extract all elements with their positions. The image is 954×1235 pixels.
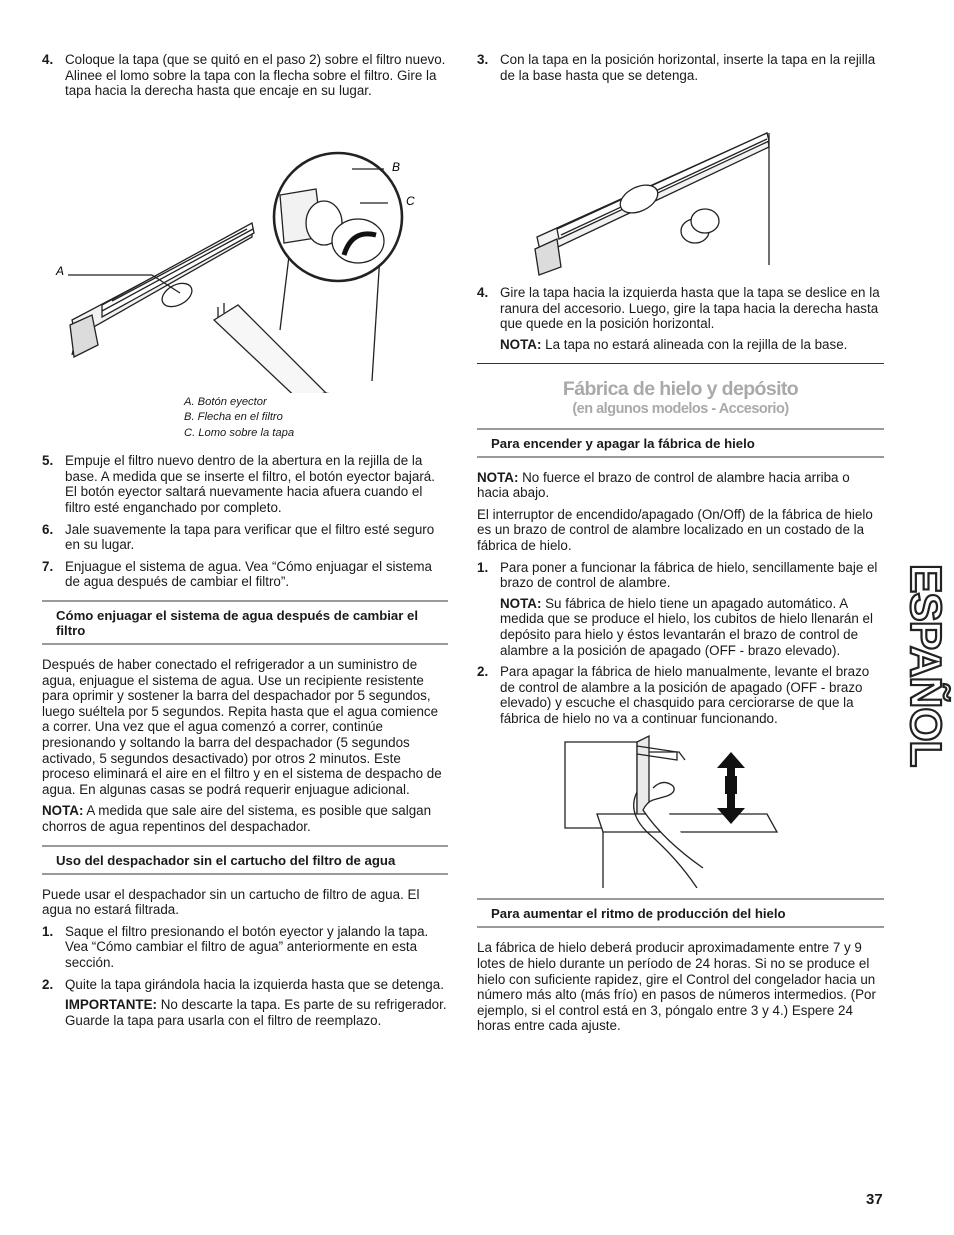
onoff-step-2 — [477, 664, 884, 726]
step-text: Jale suavemente la tapa para verificar que el filtro esté seguro en su lugar. — [65, 521, 435, 553]
step-number: 7. — [42, 558, 54, 574]
step4-note — [500, 337, 884, 353]
note-label: NOTA: — [500, 595, 542, 611]
step-7 — [42, 559, 448, 590]
step-text: Coloque la tapa (que se quitó en el paso 2) sobre el filtro nuevo. Alinee el lomo sobre la tapa con la flecha sobre el filtro. Gire la tapa hacia la derecha hasta que encaje en su lugar. — [65, 52, 446, 99]
espanol-vertical-label — [895, 560, 954, 840]
cap-insert-figure — [477, 89, 884, 285]
figure-caption — [184, 395, 448, 442]
step-number: 2. — [42, 976, 54, 992]
cap-insert-illustration — [477, 89, 884, 285]
step-text: Quite la tapa girándola hacia la izquierda hasta que se detenga. — [65, 976, 444, 992]
step-4-right — [477, 285, 884, 352]
nofilter-step-1 — [42, 924, 448, 971]
nofilter-step-2 — [42, 977, 448, 1029]
caption-c: C. Lomo sobre la tapa — [184, 426, 295, 439]
step-5 — [42, 453, 448, 515]
step-number: 4. — [477, 285, 489, 301]
step-3-right — [477, 52, 884, 83]
step-number: 1. — [42, 923, 54, 939]
page-number: 37 — [866, 1191, 883, 1208]
note-text: No fuerce el brazo de control de alambre hacia arriba o hacia abajo. — [477, 469, 850, 501]
right-column — [477, 52, 884, 1040]
nofilter-text: Puede usar el despachador sin un cartucho de filtro de agua. El agua no estará filtrada. — [42, 886, 420, 918]
note-label: NOTA: — [477, 469, 519, 485]
flush-note — [42, 803, 448, 834]
onoff-heading: Para encender y apagar la fábrica de hielo — [477, 428, 884, 458]
important-note — [65, 997, 448, 1028]
onoff-note — [477, 470, 884, 501]
step-number: 5. — [42, 453, 54, 469]
left-column — [42, 52, 448, 1034]
onoff-text: El interruptor de encendido/apagado (On/Off) de la fábrica de hielo es un brazo de control de alambre localizado en un costado de la fábrica de hielo. — [477, 506, 873, 553]
step-text: Enjuague el sistema de agua. Vea “Cómo enjuagar el sistema de agua después de cambiar el filtro”. — [65, 558, 432, 590]
nofilter-heading: Uso del despachador sin el cartucho del filtro de agua — [42, 845, 448, 875]
filter-install-figure — [42, 105, 448, 393]
onoff-step1-note — [500, 596, 884, 658]
language-side-tab — [895, 560, 954, 840]
note-text: Su fábrica de hielo tiene un apagado automático. A medida que se produce el hielo, los cubitos de hielo llenarán el depósito para hielo y éstos levantarán el brazo de control de alambre a la posición de apagado (OFF - brazo elevado). — [500, 595, 873, 658]
icemaker-illustration — [477, 732, 884, 888]
step-number: 1. — [477, 559, 489, 575]
step-number: 6. — [42, 521, 54, 537]
label-c: C — [406, 193, 415, 208]
step-text: Gire la tapa hacia la izquierda hasta que la tapa se deslice en la ranura del accesorio. Luego, gire la tapa hacia la derecha hasta que quede en la posición horizontal. — [500, 285, 880, 332]
flush-text: Después de haber conectado el refrigerador a un suministro de agua, enjuague el sistema de agua. Use un recipiente resistente para oprimir y sostener la barra del despachador por 5 segundos, luego suéltela por 5 segundos. Repita hasta que el agua comience a correr. Una vez que el agua comenzó a correr, continúe presionando y soltando la barra del despachador (5 segundos activado, 5 segundos desactivado) por otros 2 minutos. Este proceso eliminará el aire en el filtro y en el sistema de despacho de agua. En algunas casas se podrá requerir enjuague adicional. — [42, 657, 442, 797]
step-4-left — [42, 52, 448, 99]
step-text: Saque el filtro presionando el botón eyector y jalando la tapa. Vea “Cómo cambiar el filtro de agua” anteriormente en esta sección. — [65, 923, 429, 970]
step-text: Para apagar la fábrica de hielo manualmente, levante el brazo de control de alambre a la posición de apagado (OFF - brazo elevado) y escuche el chasquido para cerciorarse de que la fábrica de hielo no va a continuar funcionando. — [500, 664, 870, 726]
step-text: Con la tapa en la posición horizontal, inserte la tapa en la rejilla de la base hasta que se detenga. — [500, 52, 876, 83]
filter-install-illustration — [42, 105, 448, 393]
note-label: NOTA: — [42, 803, 84, 819]
side-tab-text: ESPAÑOL — [901, 564, 950, 767]
flush-heading: Cómo enjuagar el sistema de agua después de cambiar el filtro — [42, 600, 448, 645]
rate-text: La fábrica de hielo deberá producir aproximadamente entre 7 y 9 lotes de hielo durante un período de 24 horas. Si no se produce el hielo con suficiente rapidez, gire el Control del congelador hacia un número más alto (más frío) en pasos de números intermedios. (Por ejemplo, si el control está en 3, póngalo entre 3 y 4.) Espere 24 horas entre cada ajuste. — [477, 940, 876, 1034]
label-b: B — [392, 159, 401, 174]
step-text: Para poner a funcionar la fábrica de hielo, sencillamente baje el brazo de control de alambre. — [500, 559, 878, 591]
section-subtitle: (en algunos modelos - Accesorio) — [572, 400, 789, 417]
step-text: Empuje el filtro nuevo dentro de la abertura en la rejilla de la base. A medida que se inserte el filtro, el botón eyector bajará. El botón eyector saltará nuevamente hacia afuera cuando el filtro esté enganchado por completo. — [65, 453, 435, 516]
step-6 — [42, 522, 448, 553]
step-number: 2. — [477, 664, 489, 680]
caption-b: B. Flecha en el filtro — [184, 411, 283, 424]
caption-a: A. Botón eyector — [184, 395, 267, 408]
onoff-step-1 — [477, 560, 884, 659]
note-label: NOTA: — [500, 336, 542, 352]
note-text: La tapa no estará alineada con la rejilla de la base. — [541, 336, 848, 352]
note-text: A medida que sale aire del sistema, es posible que salgan chorros de agua repentinos del despachador. — [42, 803, 432, 834]
section-title: Fábrica de hielo y depósito — [562, 377, 799, 400]
section-rule — [477, 363, 884, 364]
rate-heading: Para aumentar el ritmo de producción del hielo — [477, 898, 884, 928]
step-number: 3. — [477, 52, 489, 67]
icemaker-figure — [477, 732, 884, 888]
important-text: No descarte la tapa. Es parte de su refrigerador. Guarde la tapa para usarla con el filtro de reemplazo. — [65, 997, 447, 1028]
step-number: 4. — [42, 52, 54, 67]
important-label: IMPORTANTE: — [65, 997, 157, 1013]
label-a: A — [56, 263, 65, 278]
